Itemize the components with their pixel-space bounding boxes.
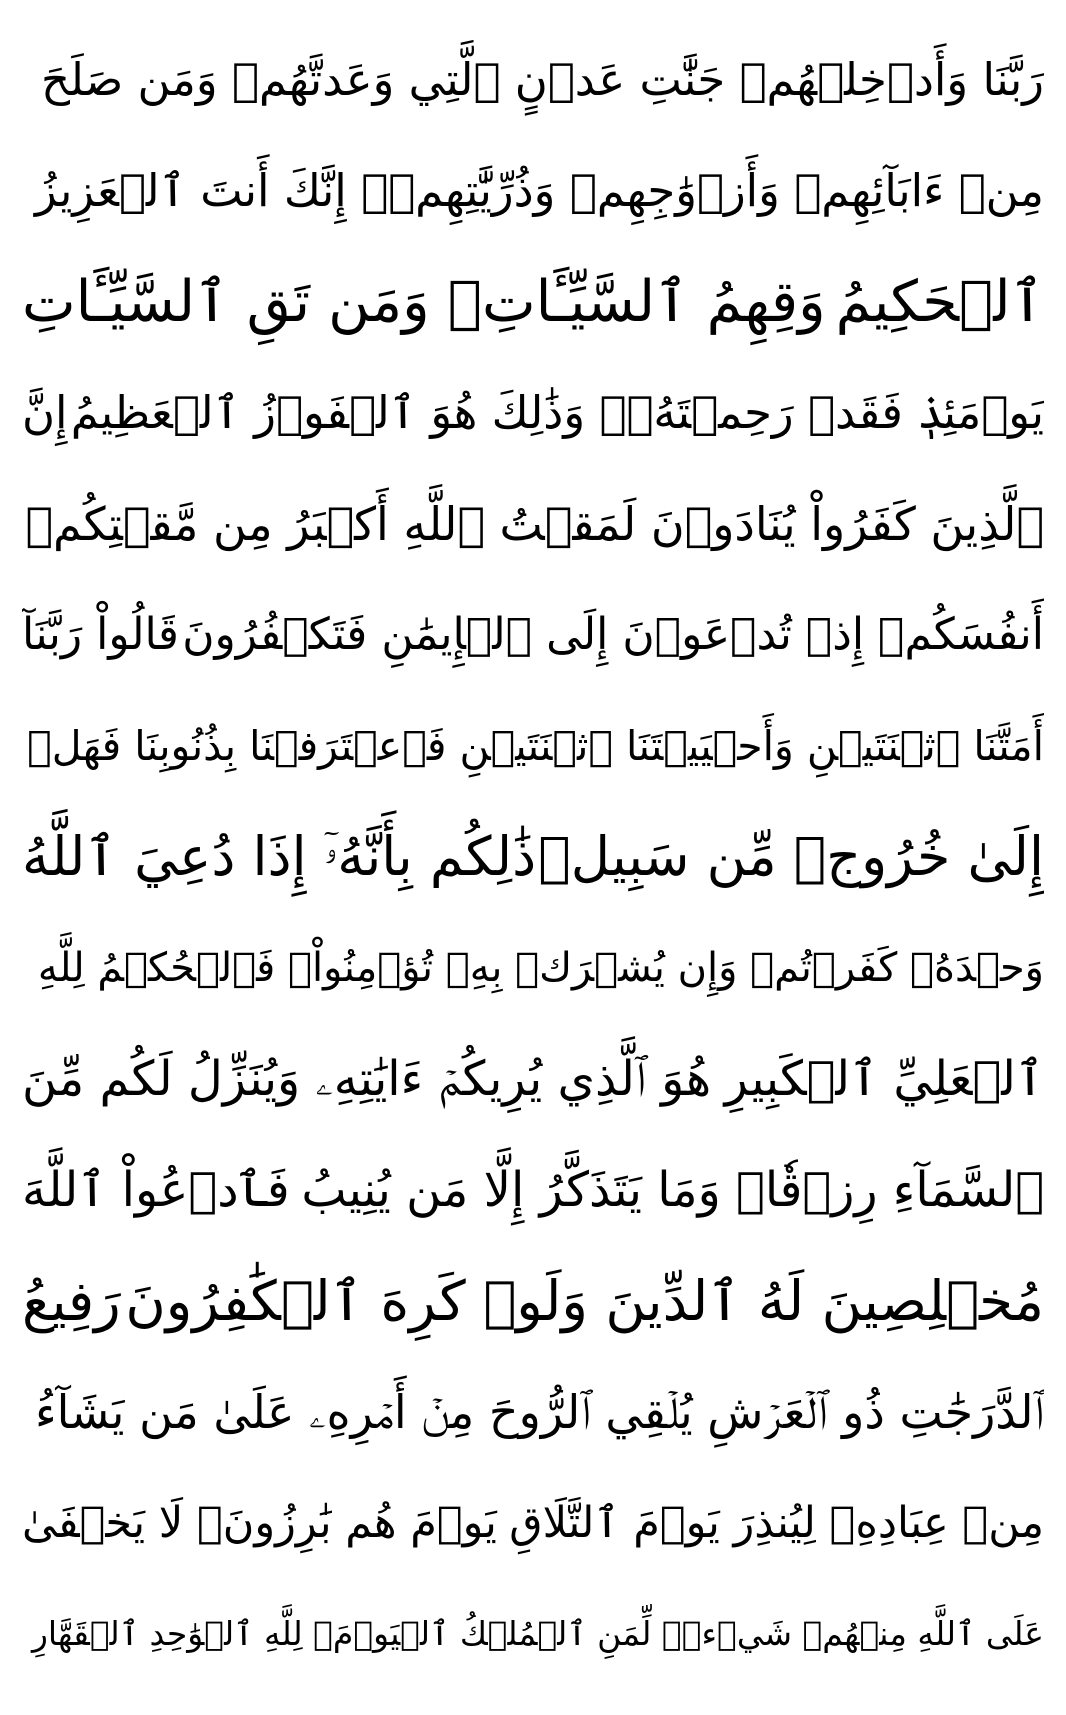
text-line	[22, 1471, 1044, 1575]
text-line	[22, 694, 1044, 798]
verse-text: رَبَّنَا وَأَدۡخِلۡهُمۡ جَنَّٰتِ عَدۡنٍ ٱلَّتِي وَعَدتَّهُمۡ وَمَن صَلَحَ	[41, 53, 1044, 106]
verse-text: ٱلسَّمَآءِ رِزۡقٗاۚ وَمَا يَتَذَكَّرُ إِلَّا مَن يُنِيبُ	[301, 1162, 1044, 1218]
text-line	[22, 1138, 1044, 1242]
verse-text: إِنَّ	[22, 386, 68, 439]
verse-text: أَنفُسَكُمۡ إِذۡ تُدۡعَوۡنَ إِلَى ٱلۡإِيمَٰنِ فَتَكۡفُرُونَ	[182, 609, 1044, 660]
verse-text: إِلَىٰ خُرُوجٖ مِّن سَبِيلٖ	[538, 825, 1044, 888]
text-line	[22, 250, 1044, 354]
text-line	[22, 361, 1044, 465]
verse-text: يَوۡمَئِذٖ فَقَدۡ رَحِمۡتَهُۥۚ وَذَٰلِكَ هُوَ ٱلۡفَوۡزُ ٱلۡعَظِيمُ	[70, 386, 1044, 439]
text-line	[22, 805, 1044, 909]
verse-text: ٱلۡحَكِيمُ	[835, 269, 1044, 335]
verse-text: قَالُواْ رَبَّنَآ	[22, 609, 179, 660]
verse-text: ذَٰلِكُم بِأَنَّهُۥٓ إِذَا دُعِيَ ٱللَّهُ	[22, 825, 537, 888]
verse-text: وَحۡدَهُۥ كَفَرۡتُمۡ وَإِن يُشۡرَكۡ بِهِۦ تُؤۡمِنُواْۚ فَٱلۡحُكۡمُ لِلَّهِ	[37, 945, 1044, 991]
verse-text: مِنۡ عِبَادِهِۦ لِيُنذِرَ يَوۡمَ ٱلتَّلَاقِ	[509, 1498, 1044, 1548]
text-line	[22, 1360, 1044, 1464]
verse-text: هُوَ ٱلَّذِي يُرِيكُمۡ ءَايَٰتِهِۦ وَيُنَزِّلُ لَكُم مِّنَ	[22, 1051, 712, 1107]
verse-text: مُخۡلِصِينَ لَهُ ٱلدِّينَ وَلَوۡ كَرِهَ ٱلۡكَٰفِرُونَ	[125, 1269, 1044, 1333]
verse-text: يَوۡمَ هُم بَٰرِزُونَۖ لَا يَخۡفَىٰ	[22, 1498, 497, 1548]
verse-text: مِنۡ ءَابَآئِهِمۡ وَأَزۡوَٰجِهِمۡ وَذُرِّيَّٰتِهِمۡۚ إِنَّكَ أَنتَ ٱلۡعَزِيزُ	[35, 164, 1044, 217]
verse-text: ٱلَّذِينَ كَفَرُواْ يُنَادَوۡنَ لَمَقۡتُ ٱللَّهِ أَكۡبَرُ مِن مَّقۡتِكُمۡ	[25, 497, 1044, 551]
text-line	[22, 916, 1044, 1020]
verse-text: أَمَتَّنَا ٱثۡنَتَيۡنِ وَأَحۡيَيۡتَنَا ٱثۡنَتَيۡنِ فَٱعۡتَرَفۡنَا بِذُنُوبِنَا فَهَلۡ	[27, 722, 1044, 770]
text-line	[22, 1582, 1044, 1686]
verse-text: عَلَى ٱللَّهِ مِنۡهُمۡ شَيۡءٞۚ لِّمَنِ ٱلۡمُلۡكُ ٱلۡيَوۡمَۖ لِلَّهِ ٱلۡوَٰحِدِ ٱلۡقَهَّارِ	[31, 1614, 1044, 1653]
verse-text: رَفِيعُ	[22, 1269, 121, 1333]
verse-text: وَقِهِمُ ٱلسَّيِّـَٔاتِۚ وَمَن تَقِ ٱلسَّيِّـَٔاتِ	[22, 269, 826, 335]
verse-text: فَٱدۡعُواْ ٱللَّهَ	[22, 1162, 290, 1218]
text-line	[22, 472, 1044, 576]
verse-text: ٱلدَّرَجَٰتِ ذُو ٱلۡعَرۡشِ يُلۡقِي ٱلرُّوحَ مِنۡ أَمۡرِهِۦ عَلَىٰ مَن يَشَآءُ	[34, 1385, 1044, 1439]
quran-page	[22, 28, 1044, 1692]
text-line	[22, 28, 1044, 132]
text-line	[22, 1249, 1044, 1353]
text-line	[22, 1027, 1044, 1131]
text-line	[22, 583, 1044, 687]
verse-text: ٱلۡعَلِيِّ ٱلۡكَبِيرِ	[724, 1051, 1044, 1107]
text-line	[22, 139, 1044, 243]
